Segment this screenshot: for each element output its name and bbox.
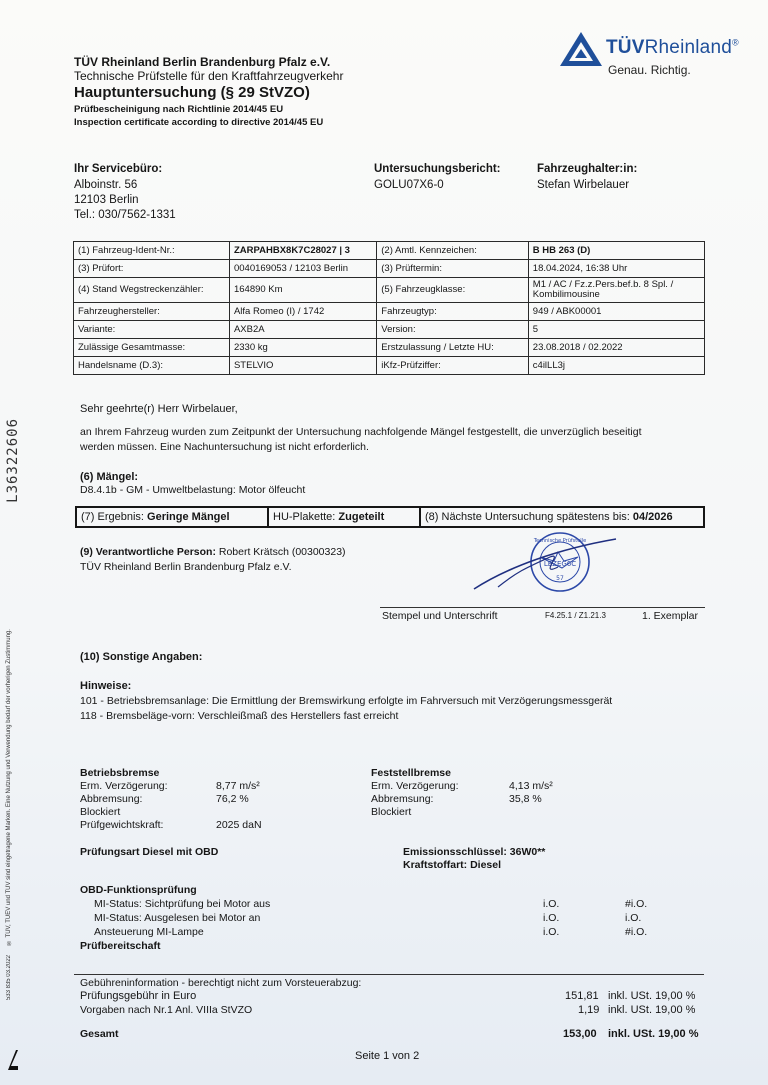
table-cell: 5 (528, 321, 704, 339)
parking-brake-value: 35,8 % (509, 793, 542, 805)
service-label: Ihr Servicebüro: (74, 163, 163, 175)
table-cell: Erstzulassung / Letzte HU: (377, 339, 529, 357)
fee-row1-vat: inkl. USt. 19,00 % (608, 990, 696, 1002)
table-cell: (4) Stand Wegstreckenzähler: (74, 278, 230, 303)
hints-label: Hinweise: (80, 680, 132, 692)
obd-row-result: i.O. (543, 912, 560, 924)
page-title: Hauptuntersuchung (§ 29 StVZO) (74, 84, 310, 101)
fee-row2-label: Vorgaben nach Nr.1 Anl. VIIIa StVZO (80, 1004, 253, 1016)
hint-101: 101 - Betriebsbremsanlage: Die Ermittlung der Bremswirkung erfolgte im Fahrversuch mit Verzögerungsmessgerät (80, 695, 613, 707)
signature-label: Stempel und Unterschrift (382, 610, 498, 622)
plakette-value: Zugeteilt (338, 511, 385, 523)
table-cell: 949 / ABK00001 (528, 303, 704, 321)
table-cell: 164890 Km (229, 278, 376, 303)
service-brake-value: 76,2 % (216, 793, 249, 805)
table-cell: ZARPAHBX8K7C28027 | 3 (229, 242, 376, 260)
hint-118: 118 - Bremsbeläge-vorn: Verschleißmaß des Herstellers fast erreicht (80, 710, 399, 722)
table-cell: 0040169053 / 12103 Berlin (229, 260, 376, 278)
signature-icon (468, 527, 618, 607)
table-cell: c4ilLL3j (528, 357, 704, 375)
responsible-org: TÜV Rheinland Berlin Brandenburg Pfalz e.V. (80, 561, 292, 573)
emission-key: Emissionsschlüssel: 36W0** (403, 846, 546, 858)
table-cell: Fahrzeugtyp: (377, 303, 529, 321)
fee-row2-amount: 1,19 (578, 1004, 600, 1016)
fee-row2-vat: inkl. USt. 19,00 % (608, 1004, 696, 1016)
logo-brand-rest: Rheinland (644, 37, 732, 58)
table-cell: (3) Prüfort: (74, 260, 230, 278)
vehicle-data-table (73, 241, 705, 375)
next-inspection-label: (8) Nächste Untersuchung spätestens bis: (425, 511, 630, 523)
fee-row1-label: Prüfungsgebühr in Euro (80, 990, 197, 1002)
cert-de: Prüfbescheinigung nach Richtlinie 2014/45 EU (74, 104, 284, 115)
parking-brake-label: Erm. Verzögerung: (371, 780, 459, 792)
stamp-center-text: LEZEG6C (543, 560, 577, 568)
service-brake-value: 8,77 m/s² (216, 780, 260, 792)
next-inspection-cell (419, 508, 703, 526)
next-inspection-value: 04/2026 (632, 511, 673, 523)
obd-title: OBD-Funktionsprüfung (80, 884, 197, 896)
table-cell: 18.04.2024, 16:38 Uhr (528, 260, 704, 278)
responsible-name: Robert Krätsch (00300323) (218, 546, 346, 558)
table-cell: STELVIO (229, 357, 376, 375)
report-label: Untersuchungsbericht: (374, 163, 501, 175)
other-info-label: (10) Sonstige Angaben: (80, 651, 203, 663)
fee-info: Gebühreninformation - berechtigt nicht zum Vorsteuerabzug: (80, 977, 362, 989)
fee-row1-amount: 151,81 (565, 990, 599, 1002)
table-cell: M1 / AC / Fz.z.Pers.bef.b. 8 Spl. / Kombilimousine (528, 278, 704, 303)
report-number: GOLU07X6-0 (374, 179, 444, 191)
org-subtitle: Technische Prüfstelle für den Kraftfahrzeugverkehr (74, 69, 344, 83)
plakette-label: HU-Plakette: (273, 511, 336, 523)
serial-number: L36322606 (5, 418, 21, 503)
responsible-label: (9) Verantwortliche Person: (80, 546, 219, 558)
table-cell: (2) Amtl. Kennzeichen: (377, 242, 529, 260)
fee-total-label: Gesamt (80, 1028, 119, 1040)
copy-label: 1. Exemplar (642, 610, 699, 622)
parking-brake-title: Feststellbremse (371, 767, 451, 779)
logo-tagline: Genau. Richtig. (608, 63, 691, 77)
parking-brake-value: 4,13 m/s² (509, 780, 553, 792)
org-name: TÜV Rheinland Berlin Brandenburg Pfalz e.V. (74, 55, 331, 69)
service-brake-label: Erm. Verzögerung: (80, 780, 168, 792)
obd-row-label: MI-Status: Sichtprüfung bei Motor aus (94, 898, 271, 910)
table-cell: Zulässige Gesamtmasse: (74, 339, 230, 357)
cert-en: Inspection certificate according to directive 2014/45 EU (74, 117, 324, 128)
table-cell: (3) Prüftermin: (377, 260, 529, 278)
service-phone: Tel.: 030/7562-1331 (74, 209, 176, 221)
fees-divider (74, 974, 704, 975)
logo-registered: ® (731, 37, 739, 48)
table-row (74, 260, 705, 278)
parking-brake-label: Blockiert (371, 806, 412, 818)
obd-row-label: Ansteuerung MI-Lampe (94, 926, 204, 938)
result-value: Geringe Mängel (147, 511, 230, 523)
table-cell: iKfz-Prüfziffer: (377, 357, 529, 375)
letter-body-line1: an Ihrem Fahrzeug wurden zum Zeitpunkt der Untersuchung nachfolgende Mängel festgestellt, die unverzüglich beseitigt (80, 426, 642, 438)
table-row (74, 242, 705, 260)
signature-line (380, 607, 705, 608)
table-row (74, 303, 705, 321)
table-cell: (1) Fahrzeug-Ident-Nr.: (74, 242, 230, 260)
table-row (74, 357, 705, 375)
stamp-top-text: Technische Prüfstelle (533, 538, 587, 544)
table-cell: Fahrzeughersteller: (74, 303, 230, 321)
fee-total-vat: inkl. USt. 19,00 % (608, 1028, 699, 1040)
salutation: Sehr geehrte(r) Herr Wirbelauer, (80, 403, 238, 415)
obd-row-label: MI-Status: Ausgelesen bei Motor an (94, 912, 261, 924)
table-cell: Version: (377, 321, 529, 339)
test-type: Prüfungsart Diesel mit OBD (80, 846, 219, 858)
result-cell (77, 508, 267, 526)
corner-mark-icon (6, 1048, 20, 1072)
legal-note: ® TÜV, TUEV und TUV sind eingetragene Marken. Eine Nutzung und Verwendung bedarf der vorherigen Zustimmung. (6, 629, 12, 945)
parking-brake-label: Abbremsung: (371, 793, 434, 805)
table-cell: (5) Fahrzeugklasse: (377, 278, 529, 303)
service-brake-label: Prüfgewichtskraft: (80, 819, 164, 831)
tuv-triangle-logo-icon (558, 30, 604, 68)
service-street: Alboinstr. 56 (74, 179, 138, 191)
fuel-type: Kraftstoffart: Diesel (403, 859, 502, 871)
table-cell: Variante: (74, 321, 230, 339)
table-row (74, 339, 705, 357)
result-label: (7) Ergebnis: (81, 511, 144, 523)
table-cell: AXB2A (229, 321, 376, 339)
service-brake-title: Betriebsbremse (80, 767, 160, 779)
obd-row-result2: #i.O. (625, 898, 648, 910)
owner-name: Stefan Wirbelauer (537, 179, 630, 191)
logo-wordmark (606, 37, 739, 59)
table-cell: 23.08.2018 / 02.2022 (528, 339, 704, 357)
fee-total-amount: 153,00 (563, 1028, 597, 1040)
table-cell: Alfa Romeo (I) / 1742 (229, 303, 376, 321)
service-brake-label: Abbremsung: (80, 793, 143, 805)
stamp-number: 57 (556, 575, 564, 582)
service-brake-value: 2025 daN (216, 819, 262, 831)
obd-row-result2: #i.O. (625, 926, 648, 938)
table-cell: 2330 kg (229, 339, 376, 357)
service-city: 12103 Berlin (74, 194, 139, 206)
form-code: F4.25.1 / Z1.21.3 (545, 611, 606, 620)
obd-row-result2: i.O. (625, 912, 642, 924)
plakette-cell (267, 508, 419, 526)
table-cell: B HB 263 (D) (528, 242, 704, 260)
defect-item: D8.4.1b - GM - Umweltbelastung: Motor ölfeucht (80, 484, 306, 496)
obd-row-result: i.O. (543, 898, 560, 910)
table-cell: Handelsname (D.3): (74, 357, 230, 375)
table-row (74, 321, 705, 339)
form-number: 533 835 03.2022 (6, 955, 12, 1001)
owner-label: Fahrzeughalter:in: (537, 163, 638, 175)
obd-row-result: i.O. (543, 926, 560, 938)
logo-brand-bold: TÜV (606, 37, 645, 58)
table-row (74, 278, 705, 303)
page-number: Seite 1 von 2 (355, 1050, 420, 1062)
service-brake-label: Blockiert (80, 806, 121, 818)
letter-body-line2: werden müssen. Eine Nachuntersuchung ist nicht erforderlich. (80, 441, 369, 453)
result-box (75, 506, 705, 528)
defects-label: (6) Mängel: (80, 471, 139, 483)
responsible-person (80, 546, 346, 558)
readiness-label: Prüfbereitschaft (80, 940, 161, 952)
